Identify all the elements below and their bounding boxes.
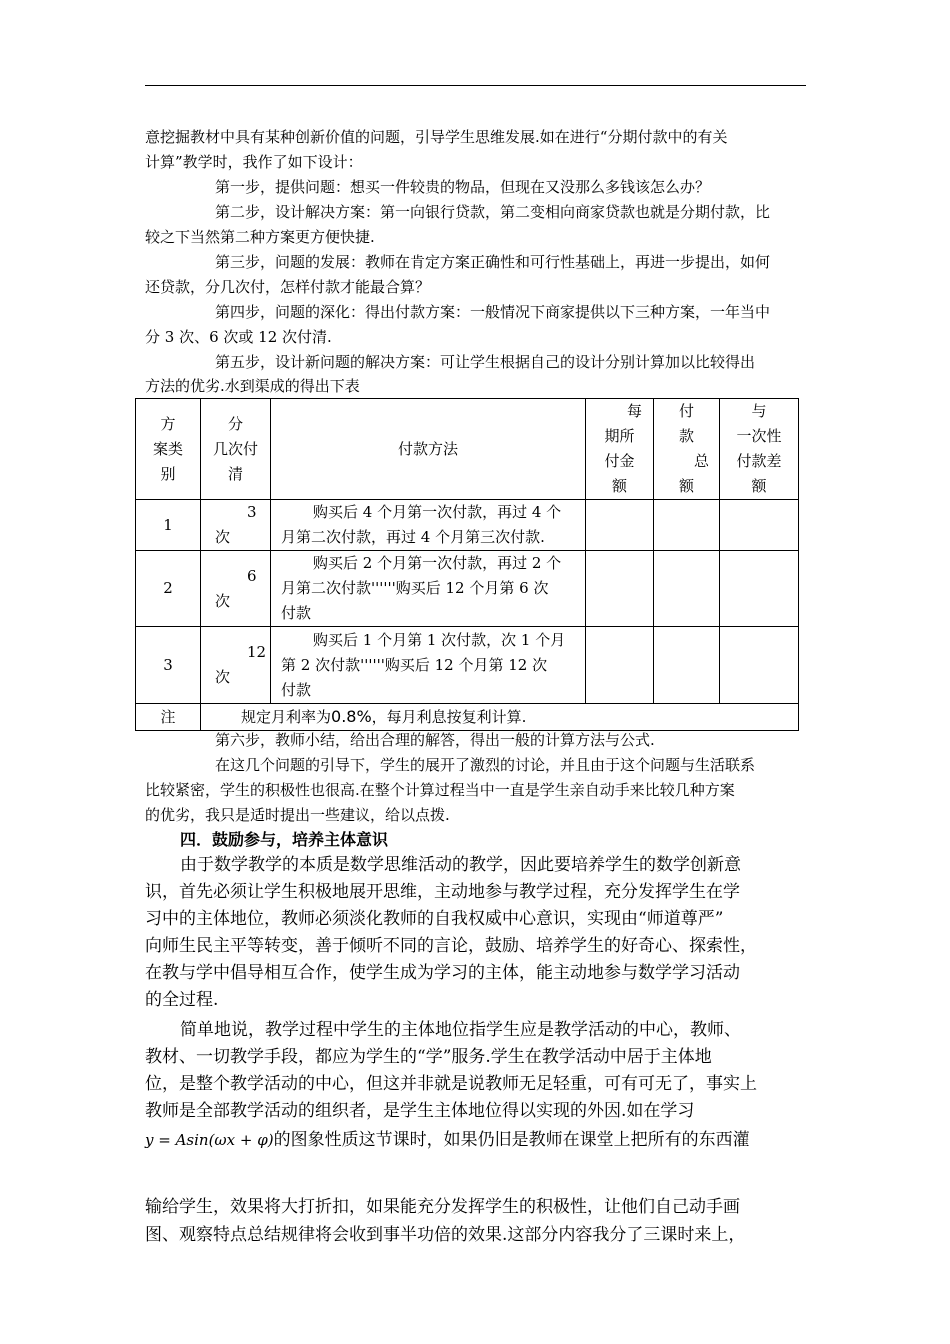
- step-4: 第四步，问题的深化：得出付款方案：一般情况下商家提供以下三种方案，一年当中: [215, 303, 771, 321]
- paragraph-line: 向师生民主平等转变，善于倾听不同的言论，鼓励、培养学生的好奇心、探索性，: [145, 936, 757, 956]
- row-times: 3 次: [201, 500, 271, 551]
- step-6: 第六步，教师小结，给出合理的解答，得出一般的计算方法与公式.: [215, 731, 655, 749]
- row-times: 6 次: [201, 551, 271, 627]
- payment-plan-table: [135, 398, 799, 731]
- text-line: 意挖掘教材中具有某种创新价值的问题，引导学生思维发展.如在进行“分期付款中的有关: [145, 128, 728, 146]
- discussion-line: 在这几个问题的引导下，学生的展开了激烈的讨论，并且由于这个问题与生活联系: [215, 756, 756, 774]
- step-5-cont: 方法的优劣.水到渠成的得出下表: [145, 377, 360, 395]
- row-method: 购买后 2 个月第一次付款，再过 2 个 月第二次付款''''''购买后 12 个月第 6 次 付款: [271, 551, 586, 627]
- note-label: 注: [136, 704, 201, 731]
- table-note-row: [136, 704, 799, 731]
- step-1: 第一步，提供问题：想买一件较贵的物品，但现在又没那么多钱该怎么办？: [215, 178, 711, 196]
- header-plan: 方 案类 别: [136, 399, 201, 500]
- paragraph-line: 位，是整个教学活动的中心，但这并非就是说教师无足轻重，可有可无了，事实上: [145, 1074, 757, 1094]
- table-row: [136, 500, 799, 551]
- note-text: 规定月利率为0.8%，每月利息按复利计算.: [201, 704, 799, 731]
- step-2-cont: 较之下当然第二种方案更方便快捷.: [145, 228, 375, 246]
- row-diff: [720, 500, 799, 551]
- step-4-cont: 分 3 次、6 次或 12 次付清.: [145, 328, 332, 346]
- row-plan: 1: [136, 500, 201, 551]
- header-method: 付款方法: [271, 399, 586, 500]
- header-diff: 与 一次性 付款差 额: [720, 399, 799, 500]
- text-line: 计算”教学时，我作了如下设计：: [145, 153, 363, 171]
- formula: y = Asin(ωx + φ): [145, 1131, 274, 1149]
- discussion-line: 比较紧密，学生的积极性也很高.在整个计算过程当中一直是学生亲自动手来比较几种方案: [145, 781, 735, 799]
- row-diff: [720, 551, 799, 627]
- step-3: 第三步，问题的发展：教师在肯定方案正确性和可行性基础上，再进一步提出，如何: [215, 253, 771, 271]
- paragraph-line: 由于数学教学的本质是数学思维活动的教学，因此要培养学生的数学创新意: [180, 855, 741, 875]
- row-plan: 2: [136, 551, 201, 627]
- paragraph-line: 习中的主体地位，教师必须淡化教师的自我权威中心意识，实现由“师道尊严”: [145, 909, 724, 929]
- row-diff: [720, 627, 799, 704]
- row-plan: 3: [136, 627, 201, 704]
- discussion-line: 的优劣，我只是适时提出一些建议，给以点拨.: [145, 806, 450, 824]
- paragraph-line: 的全过程.: [145, 990, 219, 1010]
- row-total: [654, 627, 720, 704]
- header-rule: [145, 85, 806, 86]
- header-per-period: 每 期所 付金 额: [586, 399, 654, 500]
- paragraph-line: 教师是全部教学活动的组织者，是学生主体地位得以实现的外因.如在学习: [145, 1101, 695, 1121]
- row-total: [654, 551, 720, 627]
- row-per-period: [586, 500, 654, 551]
- row-per-period: [586, 627, 654, 704]
- row-total: [654, 500, 720, 551]
- interest-rate: 0.8%: [331, 707, 372, 726]
- table-row: [136, 627, 799, 704]
- table-row: [136, 551, 799, 627]
- header-total: 付 款 总 额: [654, 399, 720, 500]
- paragraph-line: 识，首先必须让学生积极地展开思维，主动地参与教学过程，充分发挥学生在学: [145, 882, 740, 902]
- formula-line: y = Asin(ωx + φ)的图象性质这节课时，如果仍旧是教师在课堂上把所有的东西灌: [145, 1130, 750, 1150]
- row-method: 购买后 1 个月第 1 次付款，次 1 个月 第 2 次付款''''''购买后 12 个月第 12 次 付款: [271, 627, 586, 704]
- paragraph-line: 在教与学中倡导相互合作，使学生成为学习的主体，能主动地参与数学学习活动: [145, 963, 740, 983]
- row-per-period: [586, 551, 654, 627]
- table-header-row: [136, 399, 799, 500]
- paragraph-line: 教材、一切教学手段，都应为学生的“学”服务.学生在教学活动中居于主体地: [145, 1047, 712, 1067]
- row-method: 购买后 4 个月第一次付款，再过 4 个 月第二次付款，再过 4 个月第三次付款.: [271, 500, 586, 551]
- paragraph-line: 简单地说，教学过程中学生的主体地位指学生应是教学活动的中心，教师、: [180, 1020, 741, 1040]
- row-times: 12 次: [201, 627, 271, 704]
- step-2: 第二步，设计解决方案：第一向银行贷款，第二变相向商家贷款也就是分期付款，比: [215, 203, 771, 221]
- section-heading: 四．鼓励参与，培养主体意识: [180, 830, 389, 849]
- paragraph-line: 图、观察特点总结规律将会收到事半功倍的效果.这部分内容我分了三课时来上，: [145, 1225, 746, 1245]
- header-times: 分 几次付 清: [201, 399, 271, 500]
- step-3-cont: 还贷款，分几次付，怎样付款才能最合算？: [145, 278, 431, 296]
- paragraph-line: 输给学生，效果将大打折扣，如果能充分发挥学生的积极性，让他们自己动手画: [145, 1197, 740, 1217]
- step-5: 第五步，设计新问题的解决方案：可让学生根据自己的设计分别计算加以比较得出: [215, 353, 756, 371]
